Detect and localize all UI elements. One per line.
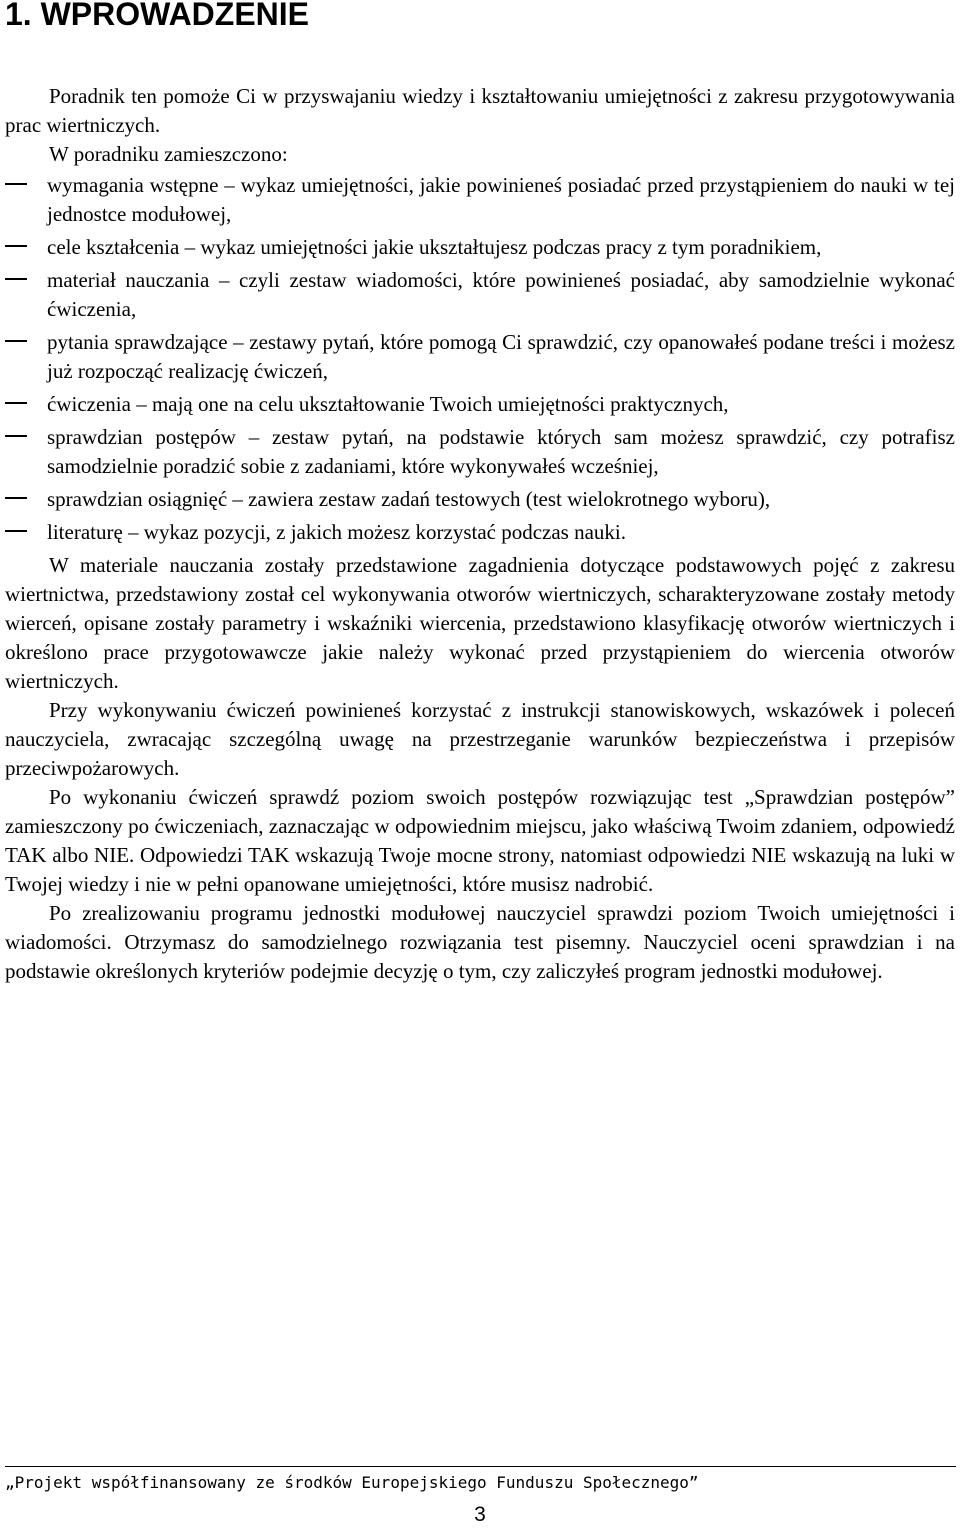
list-item: sprawdzian osiągnięć – zawiera zestaw zadań testowych (test wielokrotnego wyboru), xyxy=(5,485,955,514)
dash-bullet xyxy=(5,183,27,185)
body-paragraph: Po wykonaniu ćwiczeń sprawdź poziom swoich postępów rozwiązując test „Sprawdzian postępów” zamieszczony po ćwiczeniach, zaznaczając w odpowiednim miejscu, jako właściwą Twoim zdaniem, odpowiedź TAK albo NIE. Odpowiedzi TAK wskazują Twoje mocne strony, natomiast odpowiedzi NIE wskazują na luki w Twojej wiedzy i nie w pełni opanowane umiejętności, które musisz nadrobić. xyxy=(5,785,955,896)
list-item: ćwiczenia – mają one na celu ukształtowanie Twoich umiejętności praktycznych, xyxy=(5,390,955,419)
intro-list-lead: W poradniku zamieszczono: xyxy=(49,142,288,166)
dash-bullet xyxy=(5,278,27,280)
page-number: 3 xyxy=(474,1503,486,1526)
section-heading: 1. WPROWADZENIE xyxy=(5,0,310,32)
list-item: cele kształcenia – wykaz umiejętności jakie ukształtujesz podczas pracy z tym poradnikiem, xyxy=(5,233,955,262)
dash-bullet xyxy=(5,435,27,437)
dash-bullet xyxy=(5,497,27,499)
body-paragraph: Po zrealizowaniu programu jednostki modułowej nauczyciel sprawdzi poziom Twoich umiejętności i wiadomości. Otrzymasz do samodzielnego rozwiązania test pisemny. Nauczyciel oceni sprawdzian i na podstawie określonych kryteriów podejmie decyzję o tym, czy zaliczyłeś program jednostki modułowej. xyxy=(5,901,955,983)
intro-paragraph: Poradnik ten pomoże Ci w przyswajaniu wiedzy i kształtowaniu umiejętności z zakresu przygotowywania prac wiertniczych. xyxy=(5,84,955,137)
list-item: pytania sprawdzające – zestawy pytań, które pomogą Ci sprawdzić, czy opanowałeś podane treści i możesz już rozpocząć realizację ćwiczeń, xyxy=(5,328,955,386)
dash-bullet xyxy=(5,245,27,247)
body-paragraph: Przy wykonywaniu ćwiczeń powinieneś korzystać z instrukcji stanowiskowych, wskazówek i poleceń nauczyciela, zwracając szczególną uwagę na przestrzeganie warunków bezpieczeństwa i przepisów przeciwpożarowych. xyxy=(5,698,955,780)
list-item: literaturę – wykaz pozycji, z jakich możesz korzystać podczas nauki. xyxy=(5,518,955,547)
list-item: materiał nauczania – czyli zestaw wiadomości, które powinieneś posiadać, aby samodzielnie wykonać ćwiczenia, xyxy=(5,266,955,324)
contents-list xyxy=(5,171,955,547)
footer-funding-note: „Projekt współfinansowany ze środków Europejskiego Funduszu Społecznego” xyxy=(5,1473,699,1492)
page-footer xyxy=(5,1466,956,1493)
body-paragraph: W materiale nauczania zostały przedstawione zagadnienia dotyczące podstawowych pojęć z zakresu wiertnictwa, przedstawiony został cel wykonywania otworów wiertniczych, scharakteryzowane zostały metody wierceń, opisane zostały parametry i wskaźniki wiercenia, przedstawiono klasyfikację otworów wiertniczych i określono prace przygotowawcze jakie należy wykonać przed przystąpieniem do wiercenia otworów wiertniczych. xyxy=(5,553,955,693)
list-item: sprawdzian postępów – zestaw pytań, na podstawie których sam możesz sprawdzić, czy potrafisz samodzielnie poradzić sobie z zadaniami, które wykonywałeś wcześniej, xyxy=(5,423,955,481)
dash-bullet xyxy=(5,530,27,532)
document-body xyxy=(5,82,955,986)
list-item: wymagania wstępne – wykaz umiejętności, jakie powinieneś posiadać przed przystąpieniem do nauki w tej jednostce modułowej, xyxy=(5,171,955,229)
dash-bullet xyxy=(5,340,27,342)
dash-bullet xyxy=(5,402,27,404)
